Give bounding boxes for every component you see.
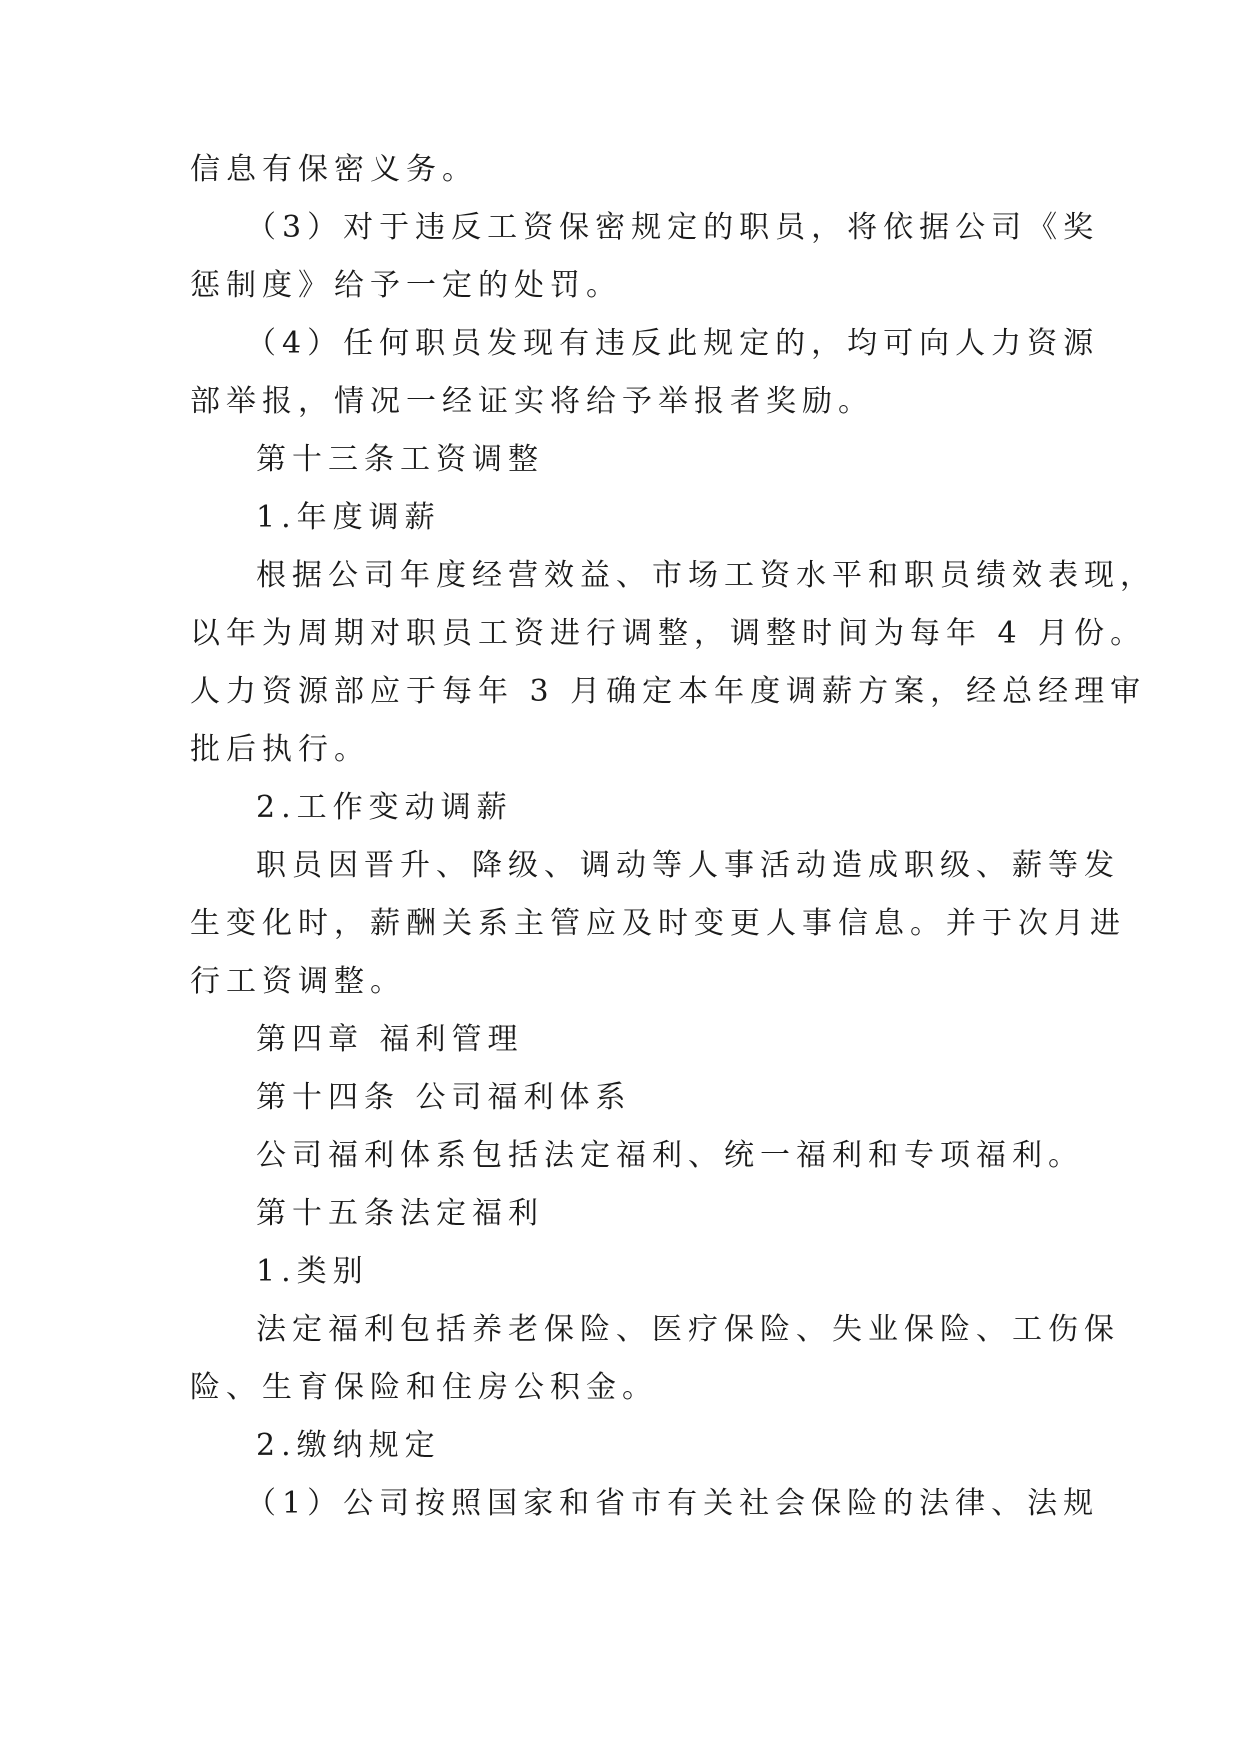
subsection-heading: 2.缴纳规定	[256, 1428, 441, 1463]
text-line: 生变化时，薪酬关系主管应及时变更人事信息。并于次月进	[190, 906, 1126, 941]
text-line: 法定福利包括养老保险、医疗保险、失业保险、工伤保	[256, 1312, 1120, 1347]
text-line: （4）任何职员发现有违反此规定的，均可向人力资源	[246, 326, 1100, 361]
text-line: 以年为周期对职员工资进行调整，调整时间为每年 4 月份。	[190, 616, 1147, 651]
text-line: 行工资调整。	[190, 964, 406, 999]
text-line: 根据公司年度经营效益、市场工资水平和职员绩效表现，	[256, 558, 1156, 593]
text-line: 公司福利体系包括法定福利、统一福利和专项福利。	[256, 1138, 1084, 1173]
text-line: （3）对于违反工资保密规定的职员，将依据公司《奖	[246, 210, 1100, 245]
section-heading: 第十三条工资调整	[256, 442, 544, 477]
subsection-heading: 2.工作变动调薪	[256, 790, 513, 825]
section-heading: 第十四条 公司福利体系	[256, 1080, 632, 1115]
section-heading: 第十五条法定福利	[256, 1196, 544, 1231]
subsection-heading: 1.类别	[256, 1254, 369, 1289]
text-line: 信息有保密义务。	[190, 152, 478, 187]
subsection-heading: 1.年度调薪	[256, 500, 441, 535]
text-line: 人力资源部应于每年 3 月确定本年度调薪方案，经总经理审	[190, 674, 1147, 709]
text-line: 惩制度》给予一定的处罚。	[190, 268, 622, 303]
text-line: 部举报，情况一经证实将给予举报者奖励。	[190, 384, 874, 419]
text-line: 险、生育保险和住房公积金。	[190, 1370, 658, 1405]
text-line: 批后执行。	[190, 732, 370, 767]
text-line: （1）公司按照国家和省市有关社会保险的法律、法规	[246, 1486, 1100, 1521]
chapter-heading: 第四章 福利管理	[256, 1022, 524, 1057]
text-line: 职员因晋升、降级、调动等人事活动造成职级、薪等发	[256, 848, 1120, 883]
